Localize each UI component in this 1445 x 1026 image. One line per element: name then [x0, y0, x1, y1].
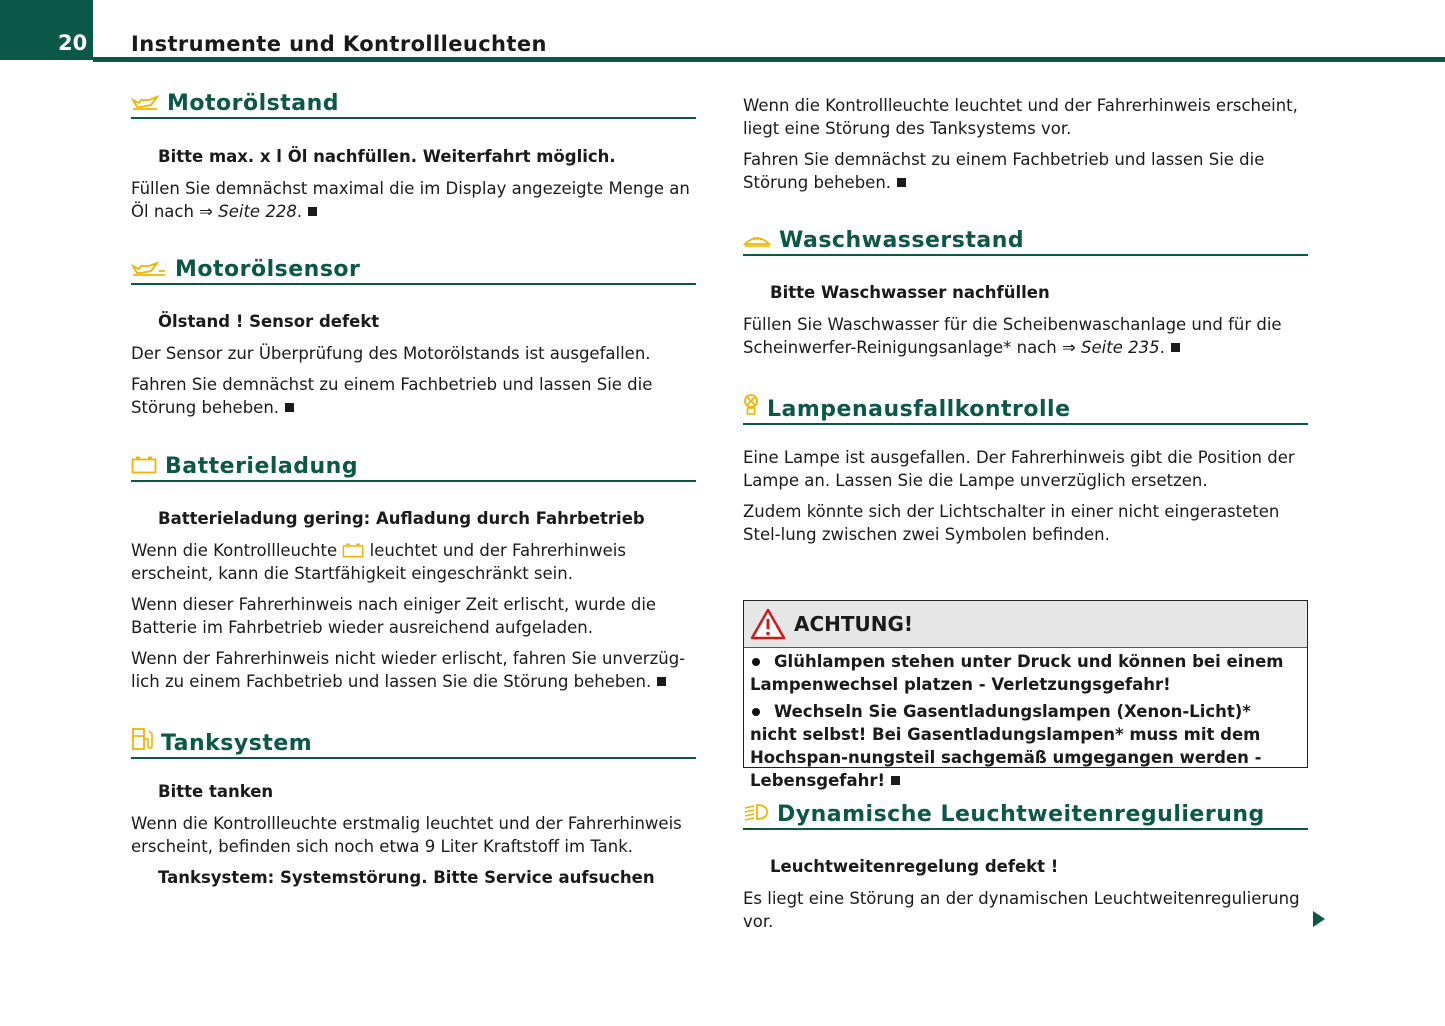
message-headlight: Leuchtweitenregelung defekt !	[770, 857, 1059, 876]
message-tank-1: Bitte tanken	[158, 782, 274, 801]
paragraph-washer: Füllen Sie Waschwasser für die Scheibenwaschanlage und für die Scheinwerfer-Reinigungsanlage* nach ⇒ Seite 235.	[743, 315, 1282, 357]
section-heading-oil-level: Motorölstand	[131, 91, 696, 119]
bullet	[752, 708, 760, 716]
paragraph-oil-sensor-1: Der Sensor zur Überprüfung des Motorölstands ist ausgefallen.	[131, 344, 651, 363]
next-page-arrow-icon[interactable]	[1313, 911, 1325, 927]
battery-icon	[131, 456, 157, 474]
message-oil-level: Bitte max. x l Öl nachfüllen. Weiterfahrt möglich.	[158, 147, 616, 166]
header-rule	[93, 57, 1445, 62]
oil-sensor-icon	[131, 261, 167, 277]
warning-box	[743, 600, 1308, 790]
chapter-title: Instrumente und Kontrollleuchten	[131, 32, 547, 56]
section-heading-tank: Tanksystem	[131, 727, 696, 759]
page-reference-link[interactable]: Seite 228	[218, 202, 297, 221]
warning-item-1: Glühlampen stehen unter Druck und können bei einem Lampenwechsel platzen - Verletzungsgefahr!	[750, 652, 1284, 694]
paragraph-lamp-2: Zudem könnte sich der Lichtschalter in einer nicht eingerasteten Stel-lung zwischen zwei Symbolen befinden.	[743, 502, 1280, 544]
paragraph-tank-3: Fahren Sie demnächst zu einem Fachbetrieb und lassen Sie die Störung beheben.	[743, 150, 1265, 192]
headlight-range-icon	[743, 802, 769, 822]
fuel-pump-icon	[131, 727, 153, 751]
battery-inline-icon	[342, 543, 364, 558]
bulb-failure-icon	[743, 393, 759, 417]
paragraph-oil-sensor-2: Fahren Sie demnächst zu einem Fachbetrieb und lassen Sie die Störung beheben.	[131, 375, 653, 417]
message-battery: Batterieladung gering: Aufladung durch Fahrbetrieb	[158, 509, 645, 528]
section-heading-lamp: Lampenausfallkontrolle	[743, 393, 1308, 425]
warning-triangle-icon	[750, 608, 786, 640]
section-heading-headlight: Dynamische Leuchtweitenregulierung	[743, 802, 1308, 830]
page-reference-link[interactable]: Seite 235	[1081, 338, 1160, 357]
paragraph-lamp-1: Eine Lampe ist ausgefallen. Der Fahrerhinweis gibt die Position der Lampe an. Lassen Sie die Lampe unverzüglich ersetzen.	[743, 448, 1295, 490]
warning-item-2: Wechseln Sie Gasentladungslampen (Xenon-Licht)* nicht selbst! Bei Gasentladungslampen* muss mit dem Hochspan-nungsteil sachgemäß umgegangen werden - Lebensgefahr!	[750, 702, 1262, 790]
end-mark	[657, 677, 666, 686]
message-washer: Bitte Waschwasser nachfüllen	[770, 283, 1050, 302]
paragraph-headlight: Es liegt eine Störung an der dynamischen Leuchtweitenregulierung vor.	[743, 889, 1300, 931]
washer-fluid-icon	[743, 234, 771, 248]
paragraph-battery-2: Wenn dieser Fahrerhinweis nach einiger Zeit erlischt, wurde die Batterie im Fahrbetrieb wieder ausreichend aufgeladen.	[131, 595, 657, 637]
paragraph-battery-1: Wenn die Kontrollleuchte leuchtet und der Fahrerhinweis erscheint, kann die Startfähigkeit eingeschränkt sein.	[131, 541, 626, 583]
end-mark	[285, 403, 294, 412]
oil-can-icon	[131, 95, 159, 111]
end-mark	[1171, 343, 1180, 352]
paragraph-tank-2: Wenn die Kontrollleuchte leuchtet und der Fahrerhinweis erscheint, liegt eine Störung des Tanksystems vor.	[743, 96, 1298, 138]
page-number: 20	[58, 31, 88, 55]
warning-header	[744, 601, 1307, 648]
warning-title: ACHTUNG!	[794, 612, 914, 636]
paragraph-battery-3: Wenn der Fahrerhinweis nicht wieder erlischt, fahren Sie unverzüg-lich zu einem Fachbetrieb und lassen Sie die Störung beheben.	[131, 649, 686, 691]
paragraph-oil-level: Füllen Sie demnächst maximal die im Display angezeigte Menge an Öl nach ⇒ Seite 228.	[131, 179, 690, 221]
message-tank-2: Tanksystem: Systemstörung. Bitte Service aufsuchen	[158, 868, 655, 887]
bullet	[752, 658, 760, 666]
section-heading-battery: Batterieladung	[131, 454, 696, 482]
section-heading-oil-sensor: Motorölsensor	[131, 257, 696, 285]
end-mark	[308, 207, 317, 216]
end-mark	[891, 776, 900, 785]
section-heading-washer: Waschwasserstand	[743, 228, 1308, 256]
message-oil-sensor: Ölstand ! Sensor defekt	[158, 312, 380, 331]
paragraph-tank-1: Wenn die Kontrollleuchte erstmalig leuchtet und der Fahrerhinweis erscheint, befinden sich noch etwa 9 Liter Kraftstoff im Tank.	[131, 814, 682, 856]
end-mark	[897, 178, 906, 187]
